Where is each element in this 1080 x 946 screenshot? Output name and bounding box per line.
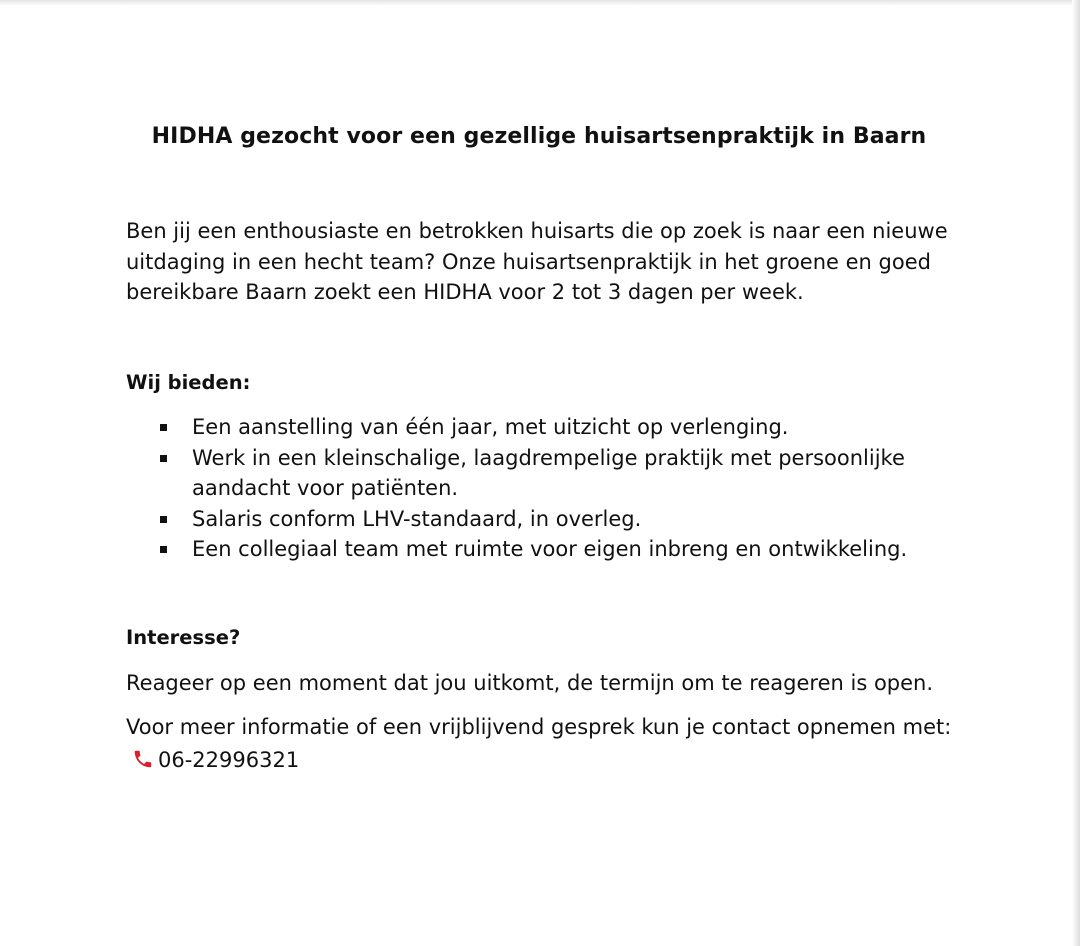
list-item-text: Een aanstelling van één jaar, met uitzicht op verlenging. [192, 415, 789, 439]
list-item [126, 412, 956, 443]
page-title: HIDHA gezocht voor een gezellige huisartsenpraktijk in Baarn [151, 124, 927, 149]
intro-paragraph: Ben jij een enthousiaste en betrokken huisarts die op zoek is naar een nieuwe uitdaging in een hecht team? Onze huisartsenpraktijk in het groene en goed bereikbare Baarn zoekt een HIDHA voor 2 tot 3 dagen per week. [126, 219, 948, 304]
list-item-text: Salaris conform LHV-standaard, in overleg. [192, 506, 642, 531]
list-item [126, 534, 956, 565]
phone-icon [132, 747, 154, 780]
bullet-icon [160, 424, 167, 431]
list-item [126, 504, 956, 535]
offer-heading: Wij bieden: [126, 371, 251, 394]
bullet-icon [160, 455, 167, 462]
reply-paragraph: Reageer op een moment dat jou uitkomt, de termijn om te reageren is open. [126, 671, 934, 695]
list-item-text: Werk in een kleinschalige, laagdrempelige praktijk met persoonlijke aandacht voor patiënten. [192, 445, 905, 500]
list-item [126, 443, 956, 504]
offer-list [126, 412, 956, 565]
contact-text: Voor meer informatie of een vrijblijvend gesprek kun je contact opnemen met: [126, 715, 952, 739]
list-item-text: Een collegiaal team met ruimte voor eigen inbreng en ontwikkeling. [192, 537, 908, 561]
contact-paragraph [126, 711, 956, 779]
phone-number-link[interactable]: 06-22996321 [158, 747, 300, 772]
bullet-icon [160, 516, 167, 523]
page-top-shadow [0, 0, 1080, 6]
interest-heading: Interesse? [126, 626, 241, 649]
bullet-icon [160, 546, 167, 553]
